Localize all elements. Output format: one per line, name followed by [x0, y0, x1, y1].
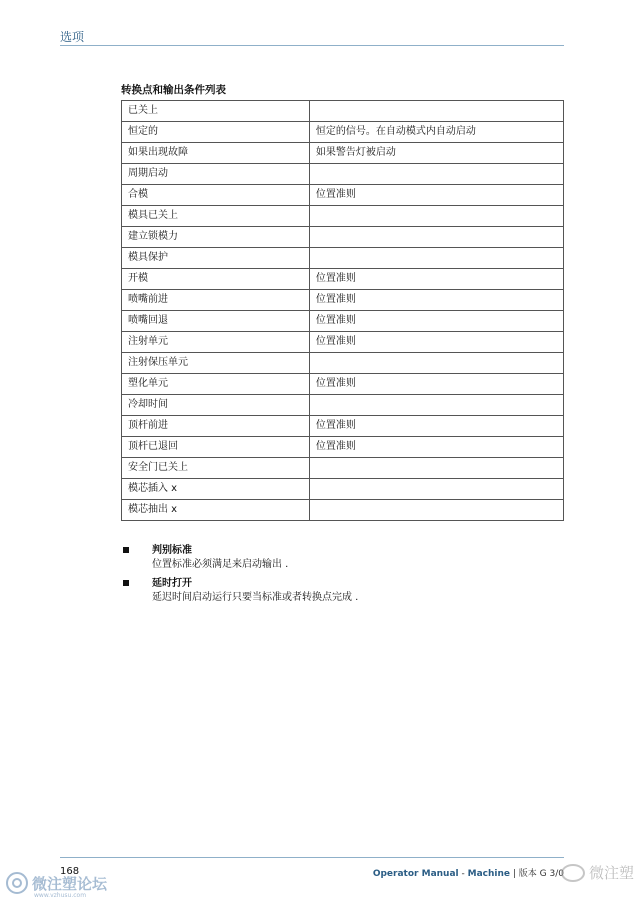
- table-row: [122, 353, 564, 374]
- table-row: [122, 416, 564, 437]
- table-row: [122, 227, 564, 248]
- note-item: [121, 544, 358, 572]
- page-number: 168: [60, 866, 80, 877]
- table-row: [122, 290, 564, 311]
- condition-criterion-cell: 位置准则: [309, 374, 563, 395]
- condition-name-cell: 塑化单元: [122, 374, 310, 395]
- wechat-watermark: [561, 862, 634, 883]
- condition-name-cell: 如果出现故障: [122, 143, 310, 164]
- manual-label: Operator Manual: [372, 869, 459, 879]
- condition-name-cell: 开模: [122, 269, 310, 290]
- condition-criterion-cell: 位置准则: [309, 269, 563, 290]
- condition-criterion-cell: 如果警告灯被启动: [309, 143, 563, 164]
- table-row: [122, 248, 564, 269]
- table-row: [122, 101, 564, 122]
- table-row: [122, 311, 564, 332]
- footer-separator: -: [461, 869, 465, 879]
- table-row: [122, 500, 564, 521]
- condition-criterion-cell: [309, 227, 563, 248]
- condition-criterion-cell: 位置准则: [309, 311, 563, 332]
- note-description: 位置标准必须满足来启动输出 .: [152, 559, 289, 570]
- notes-list: [121, 544, 358, 610]
- condition-name-cell: 已关上: [122, 101, 310, 122]
- condition-criterion-cell: [309, 248, 563, 269]
- table-row: [122, 437, 564, 458]
- version-label: 版本 G: [518, 869, 547, 879]
- table-row: [122, 458, 564, 479]
- conditions-table: [121, 100, 564, 521]
- condition-criterion-cell: [309, 353, 563, 374]
- condition-criterion-cell: [309, 500, 563, 521]
- table-row: [122, 269, 564, 290]
- condition-criterion-cell: [309, 101, 563, 122]
- condition-criterion-cell: 位置准则: [309, 416, 563, 437]
- condition-name-cell: 合模: [122, 185, 310, 206]
- table-row: [122, 143, 564, 164]
- header-divider: [60, 45, 564, 46]
- conditions-table-body: [122, 101, 564, 521]
- condition-criterion-cell: [309, 164, 563, 185]
- condition-name-cell: 注射保压单元: [122, 353, 310, 374]
- forum-watermark-name: 微注塑论坛: [32, 874, 108, 893]
- note-term: 判别标准: [152, 545, 192, 556]
- condition-name-cell: 顶杆已退回: [122, 437, 310, 458]
- table-row: [122, 206, 564, 227]
- condition-criterion-cell: [309, 206, 563, 227]
- condition-name-cell: 冷却时间: [122, 395, 310, 416]
- note-description: 延迟时间启动运行只要当标准或者转换点完成 .: [152, 592, 359, 603]
- forum-watermark: [6, 872, 108, 899]
- footer-divider: [60, 857, 564, 858]
- condition-criterion-cell: 位置准则: [309, 290, 563, 311]
- square-bullet-icon: [123, 547, 129, 553]
- condition-name-cell: 模具已关上: [122, 206, 310, 227]
- footer-manual-info: [373, 866, 564, 879]
- table-row: [122, 332, 564, 353]
- condition-name-cell: 顶杆前进: [122, 416, 310, 437]
- condition-name-cell: 模具保护: [122, 248, 310, 269]
- condition-name-cell: 周期启动: [122, 164, 310, 185]
- condition-name-cell: 建立锁模力: [122, 227, 310, 248]
- section-title: 选项: [60, 30, 85, 44]
- version-date: 3/0: [549, 869, 564, 879]
- condition-criterion-cell: [309, 458, 563, 479]
- forum-logo-icon: [6, 872, 28, 894]
- wechat-watermark-name: 微注塑: [588, 864, 634, 882]
- table-row: [122, 374, 564, 395]
- table-row: [122, 185, 564, 206]
- footer-separator: |: [512, 869, 516, 879]
- table-row: [122, 479, 564, 500]
- condition-criterion-cell: [309, 395, 563, 416]
- table-row: [122, 164, 564, 185]
- condition-name-cell: 安全门已关上: [122, 458, 310, 479]
- table-caption: 转换点和输出条件列表: [121, 84, 226, 96]
- condition-criterion-cell: 恒定的信号。在自动模式内自动启动: [309, 122, 563, 143]
- forum-watermark-url: www.vzhusu.com: [34, 892, 87, 899]
- condition-name-cell: 注射单元: [122, 332, 310, 353]
- condition-criterion-cell: 位置准则: [309, 332, 563, 353]
- machine-label: Machine: [467, 869, 510, 879]
- condition-criterion-cell: 位置准则: [309, 185, 563, 206]
- condition-name-cell: 恒定的: [122, 122, 310, 143]
- condition-criterion-cell: [309, 479, 563, 500]
- note-item: [121, 577, 358, 605]
- condition-name-cell: 喷嘴回退: [122, 311, 310, 332]
- condition-name-cell: 喷嘴前进: [122, 290, 310, 311]
- note-term: 延时打开: [152, 578, 192, 589]
- table-row: [122, 395, 564, 416]
- square-bullet-icon: [123, 580, 129, 586]
- condition-name-cell: 模芯抽出 x: [122, 500, 310, 521]
- wechat-icon: [561, 864, 585, 882]
- condition-criterion-cell: 位置准则: [309, 437, 563, 458]
- table-row: [122, 122, 564, 143]
- condition-name-cell: 模芯插入 x: [122, 479, 310, 500]
